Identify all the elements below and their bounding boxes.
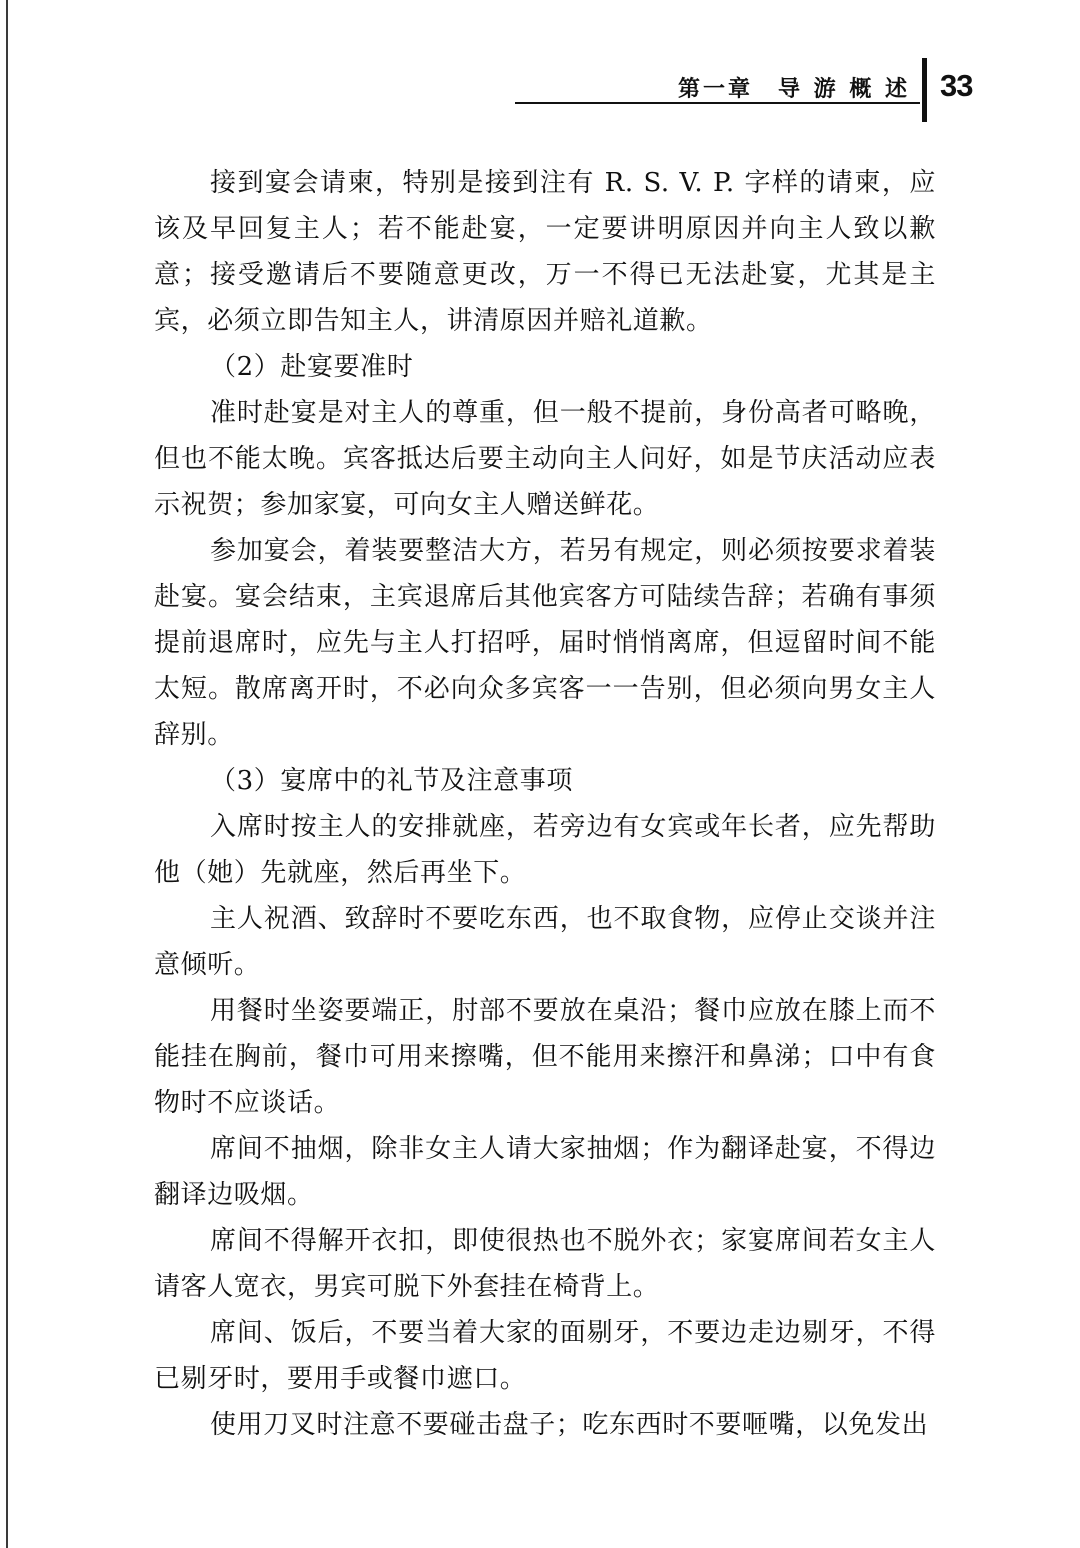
running-header: [0, 0, 1080, 130]
paragraph: 席间不得解开衣扣，即使很热也不脱外衣；家宴席间若女主人请客人宽衣，男宾可脱下外套挂在椅背上。: [154, 1226, 936, 1302]
paragraph: 主人祝酒、致辞时不要吃东西，也不取食物，应停止交谈并注意倾听。: [154, 904, 936, 980]
paragraph: 入席时按主人的安排就座，若旁边有女宾或年长者，应先帮助他（她）先就座，然后再坐下。: [154, 812, 936, 888]
page-number: 33: [940, 68, 973, 103]
section-heading: （3）宴席中的礼节及注意事项: [210, 766, 573, 796]
paragraph: 席间、饭后，不要当着大家的面剔牙，不要边走边剔牙，不得已剔牙时，要用手或餐巾遮口。: [154, 1318, 936, 1394]
page-body: [154, 160, 936, 1448]
header-rule: [515, 102, 920, 104]
paragraph: 参加宴会，着装要整洁大方，若另有规定，则必须按要求着装赴宴。宴会结束，主宾退席后其他宾客方可陆续告辞；若确有事须提前退席时，应先与主人打招呼，届时悄悄离席，但逗留时间不能太短。散席离开时，不必向众多宾客一一告别，但必须向男女主人辞别。: [154, 536, 936, 750]
paragraph: 准时赴宴是对主人的尊重，但一般不提前，身份高者可略晚，但也不能太晚。宾客抵达后要主动向主人问好，如是节庆活动应表示祝贺；参加家宴，可向女主人赠送鲜花。: [154, 398, 936, 520]
chapter-title: 第一章 导 游 概 述: [678, 76, 910, 102]
paragraph: 席间不抽烟，除非女主人请大家抽烟；作为翻译赴宴，不得边翻译边吸烟。: [154, 1134, 936, 1210]
page-left-edge: [6, 0, 8, 1548]
paragraph: 使用刀叉时注意不要碰击盘子；吃东西时不要咂嘴，以免发出: [210, 1410, 929, 1440]
header-divider-bar: [922, 58, 927, 122]
paragraph: 用餐时坐姿要端正，肘部不要放在桌沿；餐巾应放在膝上而不能挂在胸前，餐巾可用来擦嘴，但不能用来擦汗和鼻涕；口中有食物时不应谈话。: [154, 996, 936, 1118]
paragraph: 接到宴会请柬，特别是接到注有 R. S. V. P. 字样的请柬，应该及早回复主人；若不能赴宴，一定要讲明原因并向主人致以歉意；接受邀请后不要随意更改，万一不得已无法赴宴，尤其是主宾，必须立即告知主人，讲清原因并赔礼道歉。: [154, 168, 936, 336]
section-heading: （2）赴宴要准时: [210, 352, 414, 382]
